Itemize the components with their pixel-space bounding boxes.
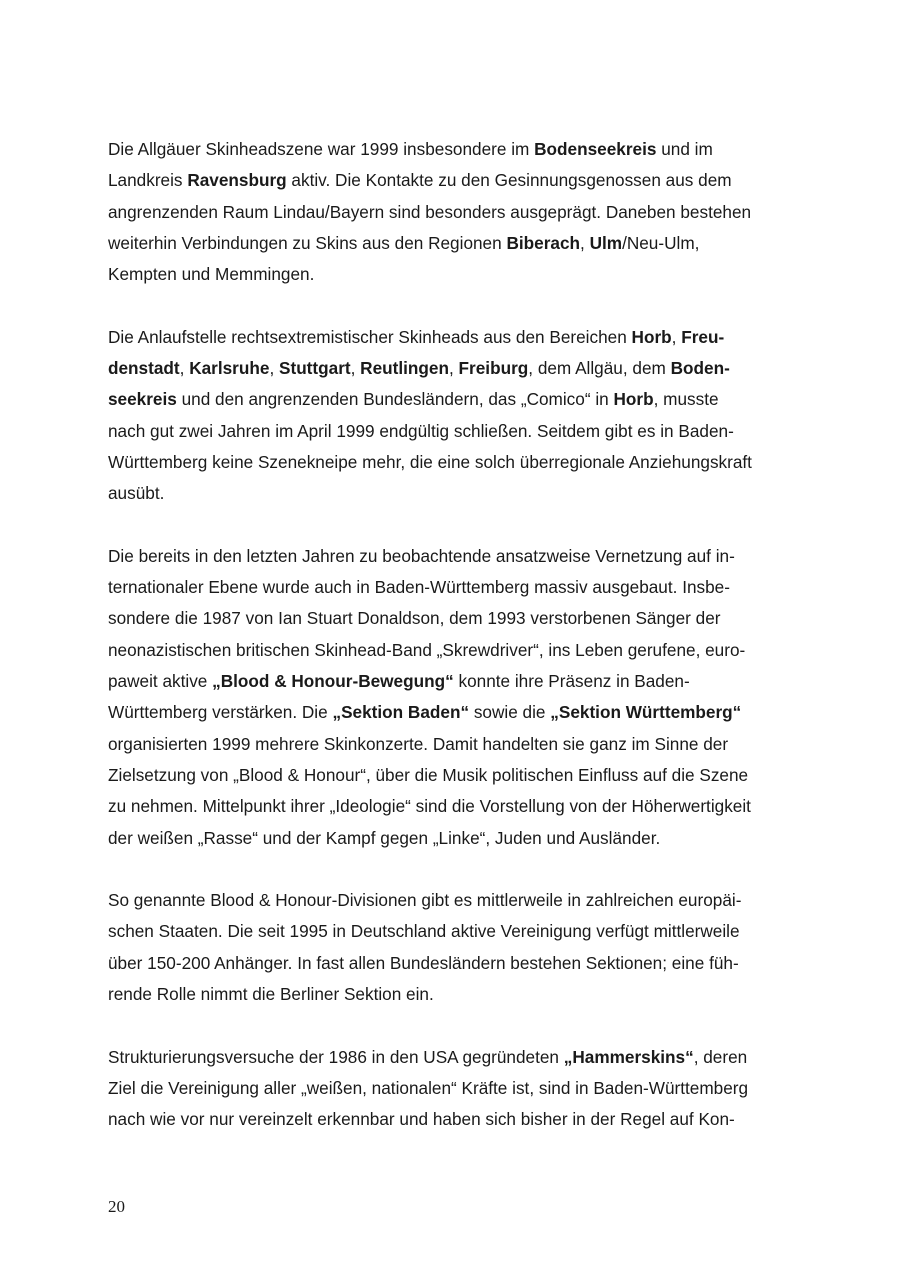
bold-term: Karlsruhe bbox=[189, 358, 270, 379]
bold-term: Ravensburg bbox=[187, 170, 287, 191]
text-line bbox=[108, 697, 798, 728]
text-run: Württemberg verstärken. Die bbox=[108, 702, 333, 723]
text-line bbox=[108, 885, 798, 916]
text-run: , dem Allgäu, dem bbox=[528, 358, 671, 379]
paragraph bbox=[108, 885, 798, 1010]
bold-term: Horb bbox=[613, 389, 654, 410]
text-run: und im bbox=[656, 139, 713, 159]
bold-term: „Blood & Honour-Bewegung“ bbox=[212, 671, 454, 692]
text-run: Die Allgäuer Skinheadszene war 1999 insbesondere im bbox=[108, 139, 535, 159]
document-body bbox=[108, 134, 798, 1167]
text-run: , bbox=[580, 232, 590, 253]
text-line bbox=[108, 916, 798, 947]
text-run: rende Rolle nimmt die Berliner Sektion ein. bbox=[108, 984, 434, 1005]
text-line bbox=[108, 760, 798, 791]
text-line bbox=[108, 197, 798, 228]
text-line bbox=[108, 1042, 798, 1073]
text-run: , deren bbox=[693, 1046, 748, 1067]
text-run: So genannte Blood & Honour-Divisionen gibt es mittlerweile in zahlreichen europäi- bbox=[108, 890, 742, 911]
bold-term: Reutlingen bbox=[360, 358, 449, 379]
text-run: , bbox=[179, 358, 190, 379]
text-line bbox=[108, 1073, 798, 1104]
text-run: paweit aktive bbox=[108, 671, 213, 692]
text-line bbox=[108, 823, 798, 854]
text-run: Strukturierungsversuche der 1986 in den USA gegründeten bbox=[108, 1046, 564, 1067]
text-line bbox=[108, 948, 798, 979]
paragraph bbox=[108, 1042, 798, 1136]
bold-term: Freu- bbox=[681, 326, 725, 347]
bold-term: Stuttgart bbox=[279, 358, 351, 379]
text-run: ausübt. bbox=[108, 483, 165, 504]
bold-term: seekreis bbox=[108, 389, 177, 410]
text-run: , bbox=[269, 358, 279, 379]
text-run: der weißen „Rasse“ und der Kampf gegen „Linke“, Juden und Ausländer. bbox=[108, 827, 661, 848]
bold-term: Horb bbox=[631, 326, 672, 347]
text-line bbox=[108, 416, 798, 447]
text-line bbox=[108, 541, 798, 572]
text-run: nach gut zwei Jahren im April 1999 endgültig schließen. Seitdem gibt es in Baden- bbox=[108, 420, 734, 441]
bold-term: „Sektion Württemberg“ bbox=[550, 702, 742, 723]
bold-term: Boden- bbox=[670, 358, 730, 379]
text-run: angrenzenden Raum Lindau/Bayern sind besonders ausgeprägt. Daneben bestehen bbox=[108, 201, 752, 222]
text-run: aktiv. Die Kontakte zu den Gesinnungsgenossen aus dem bbox=[286, 170, 732, 191]
text-run: Ziel die Vereinigung aller „weißen, nationalen“ Kräfte ist, sind in Baden-Württemberg bbox=[108, 1077, 749, 1098]
text-line bbox=[108, 979, 798, 1010]
text-run: weiterhin Verbindungen zu Skins aus den Regionen bbox=[108, 232, 507, 253]
bold-term: „Sektion Baden“ bbox=[332, 702, 470, 723]
text-run: über 150-200 Anhänger. In fast allen Bundesländern bestehen Sektionen; eine füh- bbox=[108, 952, 739, 973]
paragraph bbox=[108, 134, 798, 290]
text-run: Die Anlaufstelle rechtsextremistischer Skinheads aus den Bereichen bbox=[108, 326, 632, 347]
text-run: , bbox=[448, 358, 459, 379]
text-line bbox=[108, 603, 798, 634]
text-run: Kempten und Memmingen. bbox=[108, 264, 315, 285]
text-line bbox=[108, 134, 798, 165]
bold-term: denstadt bbox=[108, 358, 180, 379]
text-run: sowie die bbox=[469, 702, 551, 723]
text-line bbox=[108, 353, 798, 384]
text-run: , musste bbox=[653, 389, 719, 410]
text-run: /Neu-Ulm, bbox=[622, 232, 700, 253]
text-run: Württemberg keine Szenekneipe mehr, die eine solch überregionale Anziehungskraft bbox=[108, 451, 752, 472]
text-run: neonazistischen britischen Skinhead-Band „Skrewdriver“, ins Leben gerufene, euro- bbox=[108, 639, 746, 660]
bold-term: Ulm bbox=[589, 232, 623, 253]
bold-term: Biberach bbox=[506, 232, 581, 253]
text-line bbox=[108, 165, 798, 196]
text-run: , bbox=[350, 358, 361, 379]
text-line bbox=[108, 791, 798, 822]
text-line bbox=[108, 259, 798, 290]
text-line bbox=[108, 729, 798, 760]
text-run: organisierten 1999 mehrere Skinkonzerte. Damit handelten sie ganz im Sinne der bbox=[108, 733, 729, 754]
text-line bbox=[108, 478, 798, 509]
text-run: ternationaler Ebene wurde auch in Baden-Württemberg massiv ausgebaut. Insbe- bbox=[108, 577, 730, 598]
bold-term: „Hammerskins“ bbox=[563, 1046, 694, 1067]
text-run: sondere die 1987 von Ian Stuart Donaldson, dem 1993 verstorbenen Sänger der bbox=[108, 608, 721, 629]
text-line bbox=[108, 572, 798, 603]
page-number: 20 bbox=[108, 1197, 125, 1216]
text-run: und den angrenzenden Bundesländern, das „Comico“ in bbox=[176, 389, 614, 410]
text-run: Zielsetzung von „Blood & Honour“, über die Musik politischen Einfluss auf die Szene bbox=[108, 764, 749, 785]
text-run: , bbox=[671, 326, 682, 347]
paragraph bbox=[108, 541, 798, 854]
paragraph bbox=[108, 322, 798, 510]
text-run: Die bereits in den letzten Jahren zu beobachtende ansatzweise Vernetzung auf in- bbox=[108, 545, 735, 566]
text-line bbox=[108, 384, 798, 415]
text-line bbox=[108, 447, 798, 478]
text-run: nach wie vor nur vereinzelt erkennbar und haben sich bisher in der Regel auf Kon- bbox=[108, 1109, 735, 1130]
text-line bbox=[108, 666, 798, 697]
text-run: konnte ihre Präsenz in Baden- bbox=[453, 671, 690, 692]
text-run: schen Staaten. Die seit 1995 in Deutschland aktive Vereinigung verfügt mittlerweile bbox=[108, 921, 740, 942]
text-line bbox=[108, 1104, 798, 1135]
bold-term: Freiburg bbox=[458, 358, 529, 379]
bold-term: Bodenseekreis bbox=[534, 139, 657, 159]
text-line bbox=[108, 322, 798, 353]
text-line bbox=[108, 228, 798, 259]
text-line bbox=[108, 635, 798, 666]
text-run: zu nehmen. Mittelpunkt ihrer „Ideologie“ sind die Vorstellung von der Höherwertigkeit bbox=[108, 796, 751, 817]
text-run: Landkreis bbox=[108, 170, 188, 191]
